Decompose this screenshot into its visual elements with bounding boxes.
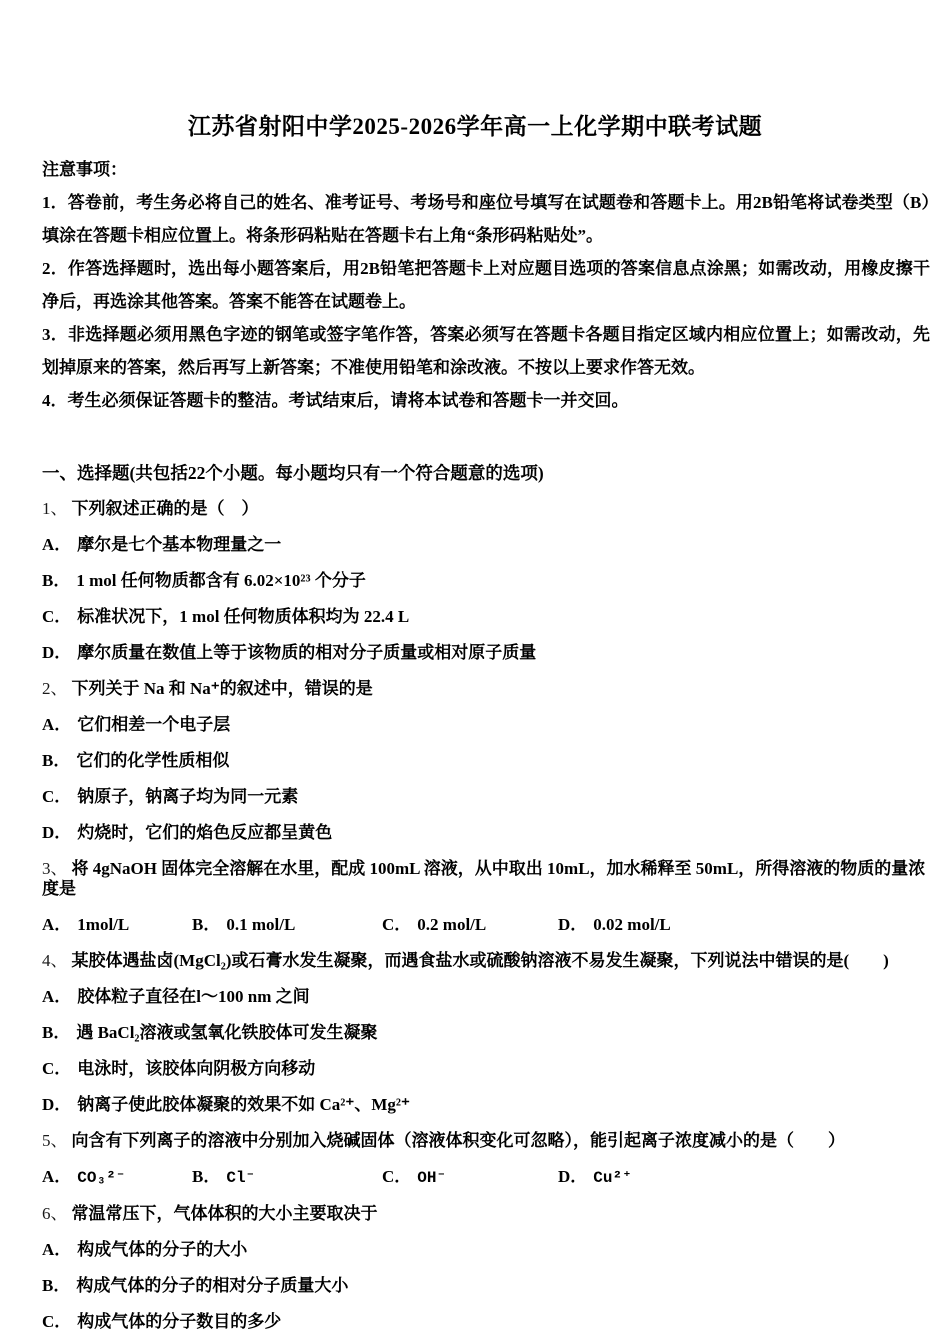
exam-title: 江苏省射阳中学2025-2026学年高一上化学期中联考试题	[187, 114, 763, 139]
option-label: B．	[192, 1167, 221, 1186]
option-text: 0.1 mol/L	[226, 915, 296, 934]
question-number: 5、	[42, 1131, 68, 1150]
option-label: D．	[558, 1167, 588, 1186]
question-1-option-c	[42, 607, 930, 627]
question-2-option-a	[42, 715, 930, 735]
option-label: D．	[42, 823, 72, 842]
option-label: B．	[42, 1276, 71, 1295]
question-stem-text: 将 4gNaOH 固体完全溶解在水里，配成 100mL 溶液，从中取出 10mL，加水稀释至 50mL，所得溶液的物质的量浓度是	[42, 859, 926, 898]
notice-section	[42, 153, 930, 417]
question-5-options-row	[42, 1167, 930, 1188]
option-label: A．	[42, 715, 72, 734]
question-5-option-d	[558, 1167, 930, 1188]
question-number: 6、	[42, 1204, 68, 1223]
question-6-option-b	[42, 1276, 930, 1296]
option-label: D．	[42, 1095, 72, 1114]
question-stem-text: 常温常压下，气体体积的大小主要取决于	[71, 1204, 378, 1223]
question-6-option-c	[42, 1312, 930, 1332]
question-2-stem	[42, 679, 930, 699]
question-6-stem	[42, 1204, 930, 1224]
question-5	[42, 1131, 930, 1188]
option-text: 构成气体的分子的相对分子质量大小	[76, 1276, 349, 1295]
option-text: 灼烧时，它们的焰色反应都呈黄色	[77, 823, 333, 842]
question-1-option-d	[42, 643, 930, 663]
question-4-option-c	[42, 1059, 930, 1079]
question-4	[42, 951, 930, 1115]
question-stem-text: 向含有下列离子的溶液中分别加入烧碱固体（溶液体积变化可忽略），能引起离子浓度减小的是（ ）	[71, 1131, 845, 1150]
option-label: C．	[42, 607, 72, 626]
option-text: Cl⁻	[226, 1169, 256, 1187]
question-6	[42, 1204, 930, 1332]
question-5-option-a	[42, 1167, 192, 1188]
option-text: 遇 BaCl₂溶液或氢氧化铁胶体可发生凝聚	[76, 1023, 378, 1042]
question-4-stem	[42, 951, 930, 971]
option-text: 它们相差一个电子层	[77, 715, 231, 734]
question-number: 4、	[42, 951, 68, 970]
notice-item-4: 4．考生必须保证答题卡的整洁。考试结束后，请将本试卷和答题卡一并交回。	[42, 391, 629, 410]
question-5-stem	[42, 1131, 930, 1151]
option-text: OH⁻	[417, 1169, 447, 1187]
option-text: 构成气体的分子的大小	[77, 1240, 248, 1259]
question-6-option-a	[42, 1240, 930, 1260]
question-5-option-b	[192, 1167, 382, 1188]
option-text: 它们的化学性质相似	[76, 751, 230, 770]
option-label: B．	[42, 1023, 71, 1042]
option-label: B．	[192, 915, 221, 934]
option-text: 摩尔是七个基本物理量之一	[77, 535, 282, 554]
option-label: C．	[42, 1059, 72, 1078]
question-1-stem	[42, 499, 930, 519]
option-text: 钠离子使此胶体凝聚的效果不如 Ca²⁺、Mg²⁺	[77, 1095, 410, 1114]
notice-item-1: 1．答卷前，考生务必将自己的姓名、准考证号、考场号和座位号填写在试题卷和答题卡上。用2B铅笔将试卷类型（B）填涂在答题卡相应位置上。将条形码粘贴在答题卡右上角“条形码粘贴处”。	[42, 193, 930, 245]
question-1	[42, 499, 930, 663]
option-text: 标准状况下，1 mol 任何物质体积均为 22.4 L	[77, 607, 410, 626]
option-label: B．	[42, 751, 71, 770]
question-number: 1、	[42, 499, 68, 518]
question-number: 2、	[42, 679, 68, 698]
question-3-option-d	[558, 915, 930, 935]
notice-item-3: 3．非选择题必须用黑色字迹的钢笔或签字笔作答，答案必须写在答题卡各题目指定区域内相应位置上；如需改动，先划掉原来的答案，然后再写上新答案；不准使用铅笔和涂改液。不按以上要求作答无效。	[42, 325, 930, 377]
option-label: A．	[42, 535, 72, 554]
option-label: C．	[42, 1312, 72, 1331]
option-text: 1 mol 任何物质都含有 6.02×10²³ 个分子	[76, 571, 366, 590]
question-3-option-c	[382, 915, 558, 935]
option-text: 构成气体的分子数目的多少	[77, 1312, 282, 1331]
question-5-option-c	[382, 1167, 558, 1188]
option-label: A．	[42, 1240, 72, 1259]
question-4-option-a	[42, 987, 930, 1007]
option-text: 0.02 mol/L	[593, 915, 671, 934]
option-label: A．	[42, 915, 72, 934]
question-2-option-b	[42, 751, 930, 771]
option-text: 1mol/L	[77, 915, 130, 934]
option-text: Cu²⁺	[593, 1169, 632, 1187]
question-1-option-a	[42, 535, 930, 555]
option-label: A．	[42, 1167, 72, 1186]
option-label: D．	[558, 915, 588, 934]
option-text: 0.2 mol/L	[417, 915, 487, 934]
question-3-options-row	[42, 915, 930, 935]
option-label: C．	[382, 915, 412, 934]
notice-heading: 注意事项：	[42, 160, 127, 179]
question-3-option-a	[42, 915, 192, 935]
section-heading: 一、选择题(共包括22个小题。每小题均只有一个符合题意的选项)	[42, 463, 544, 483]
question-stem-text: 下列关于 Na 和 Na⁺的叙述中，错误的是	[71, 679, 373, 698]
notice-item-2: 2．作答选择题时，选出每小题答案后，用2B铅笔把答题卡上对应题目选项的答案信息点涂黑；如需改动，用橡皮擦干净后，再选涂其他答案。答案不能答在试题卷上。	[42, 259, 930, 311]
option-text: 摩尔质量在数值上等于该物质的相对分子质量或相对原子质量	[77, 643, 537, 662]
question-1-option-b	[42, 571, 930, 591]
option-text: 钠原子，钠离子均为同一元素	[77, 787, 299, 806]
question-2-option-c	[42, 787, 930, 807]
question-stem-text: 下列叙述正确的是（ ）	[71, 499, 259, 518]
question-2-option-d	[42, 823, 930, 843]
question-3-option-b	[192, 915, 382, 935]
option-label: D．	[42, 643, 72, 662]
option-text: CO₃²⁻	[77, 1169, 126, 1187]
question-2	[42, 679, 930, 843]
question-number: 3、	[42, 859, 68, 878]
question-3-stem	[42, 859, 930, 899]
question-4-option-b	[42, 1023, 930, 1043]
question-stem-text: 某胶体遇盐卤(MgCl₂)或石膏水发生凝聚，而遇食盐水或硫酸钠溶液不易发生凝聚，下列说法中错误的是( )	[71, 951, 889, 970]
question-4-option-d	[42, 1095, 930, 1115]
option-label: C．	[42, 787, 72, 806]
option-label: C．	[382, 1167, 412, 1186]
option-text: 电泳时，该胶体向阴极方向移动	[77, 1059, 316, 1078]
question-3	[42, 859, 930, 935]
option-label: A．	[42, 987, 72, 1006]
option-text: 胶体粒子直径在l～100 nm 之间	[77, 987, 310, 1006]
option-label: B．	[42, 571, 71, 590]
